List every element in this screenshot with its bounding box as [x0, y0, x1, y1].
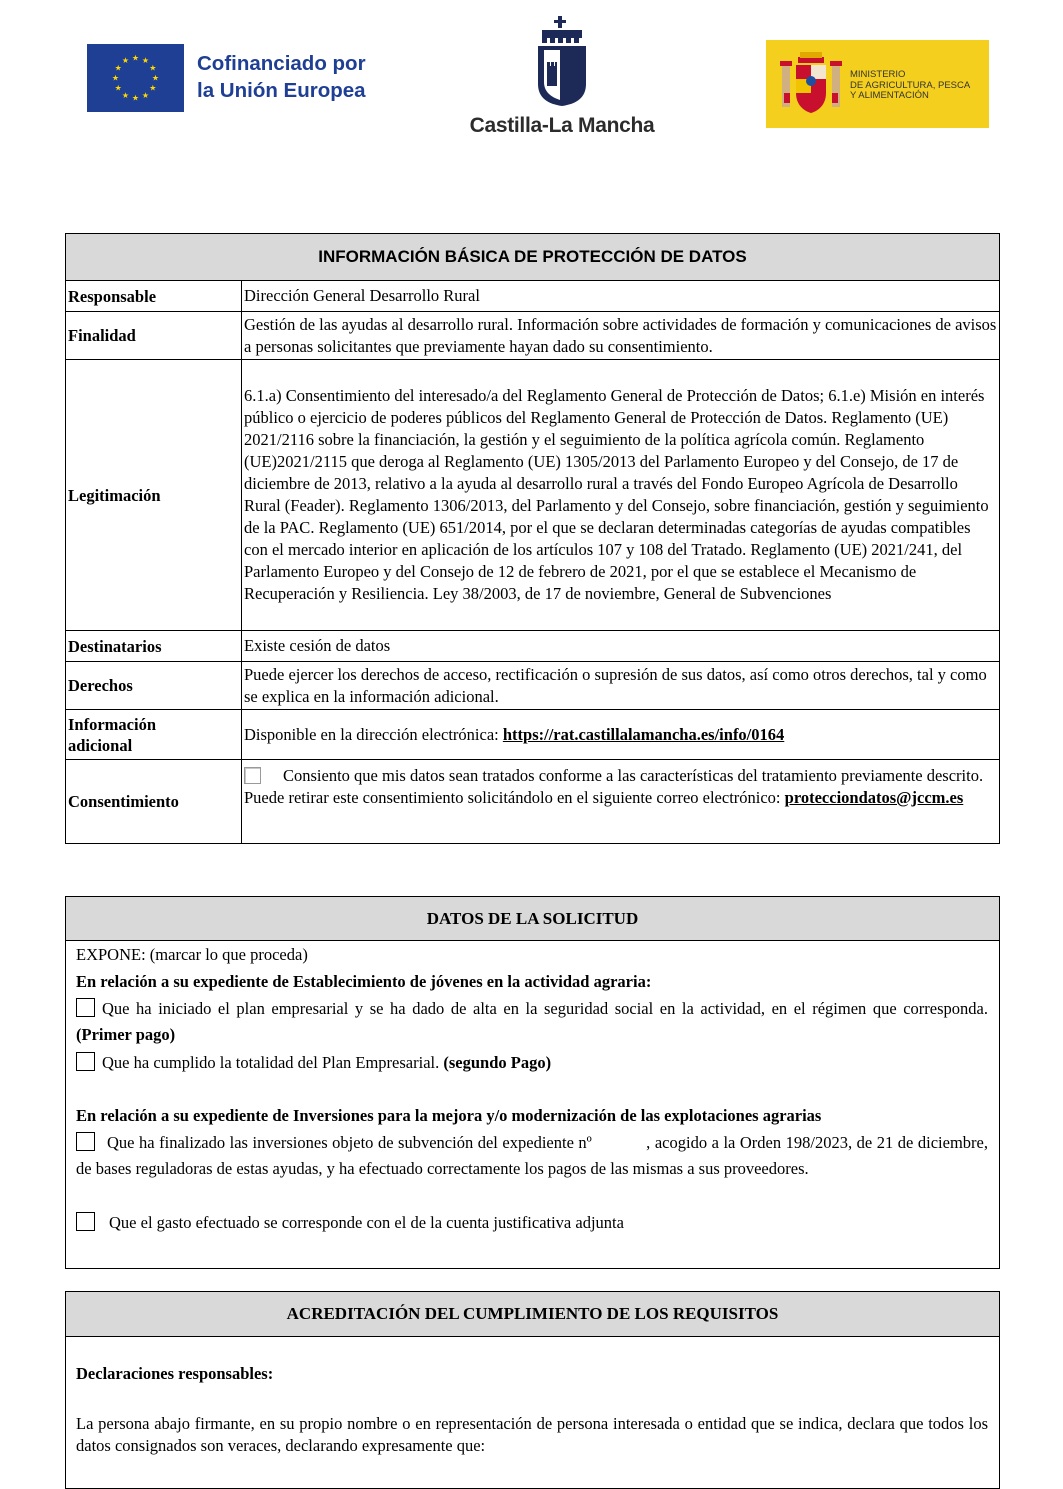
eu-logo-text: [197, 50, 366, 104]
cuenta-justificativa-text: Que el gasto efectuado se corresponde con el de la cuenta justificativa adjunta: [109, 1213, 624, 1232]
row-label-derechos: Derechos: [66, 662, 242, 710]
acreditacion-section: [65, 1291, 1000, 1489]
data-protection-title: INFORMACIÓN BÁSICA DE PROTECCIÓN DE DATOS: [66, 234, 1000, 281]
eu-star-icon: ★: [131, 93, 140, 103]
clm-castle-icon: [462, 16, 662, 114]
info-label-line-1: Información: [68, 714, 156, 734]
row-label-informacion-adicional: [66, 710, 242, 760]
segundo-pago-bold: (segundo Pago): [443, 1053, 552, 1072]
clm-name: Castilla-La Mancha: [469, 114, 655, 137]
ministry-line-3: Y ALIMENTACIÓN: [850, 90, 929, 101]
eu-line-2: la Unión Europea: [197, 79, 366, 102]
row-value-finalidad: Gestión de las ayudas al desarrollo rural. Información sobre actividades de formación y comunicaciones de avisos a personas solicitantes que previamente hayan dado su consentimiento.: [242, 312, 1000, 360]
cuenta-justificativa-checkbox[interactable]: [76, 1212, 95, 1231]
option-inversiones-finalizadas: [76, 1130, 993, 1182]
consent-text: Consiento que mis datos sean tratados conforme a las características del tratamiento previamente descrito. Puede retirar este consentimiento solicitándolo en el siguiente correo electrónico:: [244, 766, 984, 807]
row-value-legitimacion: 6.1.a) Consentimiento del interesado/a del Reglamento General de Protección de Datos; 6.1.e) Misión en interés público o ejercicio de poderes públicos del Reglamento General de Protección de Datos. Reglamento (UE) 2021/2116 sobre la financiación, la gestión y el seguimiento de la política agrícola común. Reglamento (UE)2021/2115 que deroga al Reglamento (UE) 1305/2013 del Parlamento Europeo y del Consejo, de 17 de diciembre de 2013, relativo a la ayuda al desarrollo rural a través del Fondo Europeo Agrícola de Desarrollo Rural (Feader). Reglamento 1306/2013, del Parlamento y del Consejo, sobre financiación, gestión y seguimiento de la PAC. Reglamento (UE) 651/2014, por el que se declaran determinadas categorías de ayudas compatibles con el mercado interior en aplicación de los artículos 107 y 108 del Tratado. Reglamento (UE) 2021/241, del Parlamento Europeo y del Consejo de 12 de febrero de 2021, por el que se establece el Mecanismo de Recuperación y Resiliencia. Ley 38/2003, de 17 de noviembre, General de Subvenciones: [242, 360, 1000, 631]
eu-star-icon: ★: [141, 56, 150, 66]
option-primer-pago: [76, 996, 988, 1048]
eu-star-icon: ★: [131, 53, 140, 63]
segundo-pago-text: Que ha cumplido la totalidad del Plan Empresarial.: [102, 1053, 444, 1072]
row-label-consentimiento: Consentimiento: [66, 760, 242, 844]
inversiones-text: Que ha finalizado las inversiones objeto de subvención del expediente nº , acogido a la Orden 198/2023, de 21 de diciembre, de bases reguladoras de estas ayudas, y ha efectuado correctamente los pagos de las mismas a sus proveedores.: [76, 1133, 993, 1178]
eu-star-icon: ★: [151, 73, 160, 83]
segundo-pago-checkbox[interactable]: [76, 1052, 95, 1071]
inversiones-checkbox[interactable]: [76, 1132, 95, 1151]
ministry-text: [850, 70, 970, 102]
row-value-informacion-adicional: [242, 710, 1000, 760]
eu-star-icon: ★: [114, 83, 122, 93]
info-label-line-2: adicional: [68, 735, 133, 755]
eu-line-1: Cofinanciado por: [197, 52, 366, 75]
solicitud-title: DATOS DE LA SOLICITUD: [66, 897, 999, 941]
info-link[interactable]: https://rat.castillalamancha.es/info/0164: [502, 724, 785, 744]
ministry-line-1: MINISTERIO: [850, 69, 906, 80]
eu-star-icon: ★: [149, 63, 157, 73]
acreditacion-title: ACREDITACIÓN DEL CUMPLIMIENTO DE LOS REQUISITOS: [66, 1292, 999, 1337]
option-segundo-pago: [76, 1050, 988, 1076]
primer-pago-text: Que ha iniciado el plan empresarial y se ha dado de alta en la seguridad social en la actividad, en el régimen que corresponda.: [102, 999, 988, 1018]
eu-star-icon: ★: [111, 73, 120, 83]
consent-checkbox[interactable]: [244, 767, 261, 784]
row-label-responsable: Responsable: [66, 281, 242, 312]
eu-star-icon: ★: [121, 90, 130, 100]
ministry-line-2: DE AGRICULTURA, PESCA: [850, 79, 971, 91]
primer-pago-checkbox[interactable]: [76, 998, 95, 1017]
declaraciones-text: La persona abajo firmante, en su propio nombre o en representación de persona interesada o entidad que se indica, declara que todos los datos consignados son veraces, declarando expresamente que:: [76, 1414, 988, 1455]
data-protection-table: [65, 233, 1000, 844]
clm-logo: [462, 16, 662, 144]
jovenes-subtitle: En relación a su expediente de Establecimiento de jóvenes en la actividad agraria:: [76, 972, 652, 991]
ministry-logo: [766, 40, 989, 128]
info-text: Disponible en la dirección electrónica:: [244, 724, 503, 744]
consent-email-link[interactable]: protecciondatos@jccm.es: [784, 788, 964, 807]
primer-pago-bold: (Primer pago): [76, 1025, 176, 1044]
eu-star-icon: ★: [121, 56, 130, 66]
eu-star-icon: ★: [114, 63, 122, 73]
row-label-destinatarios: Destinatarios: [66, 631, 242, 662]
row-value-derechos: Puede ejercer los derechos de acceso, rectificación o supresión de sus datos, así como otros derechos, tal y como se explica en la información adicional.: [242, 662, 1000, 710]
eu-star-icon: ★: [141, 90, 150, 100]
solicitud-section: [65, 896, 1000, 1269]
option-cuenta-justificativa: [76, 1210, 988, 1236]
row-value-consentimiento: [242, 760, 1000, 844]
row-label-finalidad: Finalidad: [66, 312, 242, 360]
eu-star-icon: ★: [149, 83, 157, 93]
spain-coat-of-arms-icon: [776, 49, 846, 119]
row-label-legitimacion: Legitimación: [66, 360, 242, 631]
row-value-destinatarios: Existe cesión de datos: [242, 631, 1000, 662]
eu-flag-logo: [87, 44, 184, 112]
declaraciones-title: Declaraciones responsables:: [76, 1364, 274, 1383]
inversiones-subtitle: En relación a su expediente de Inversiones para la mejora y/o modernización de las explotaciones agrarias: [76, 1106, 822, 1125]
expone-text: EXPONE: (marcar lo que proceda): [76, 945, 308, 964]
row-value-responsable: Dirección General Desarrollo Rural: [242, 281, 1000, 312]
